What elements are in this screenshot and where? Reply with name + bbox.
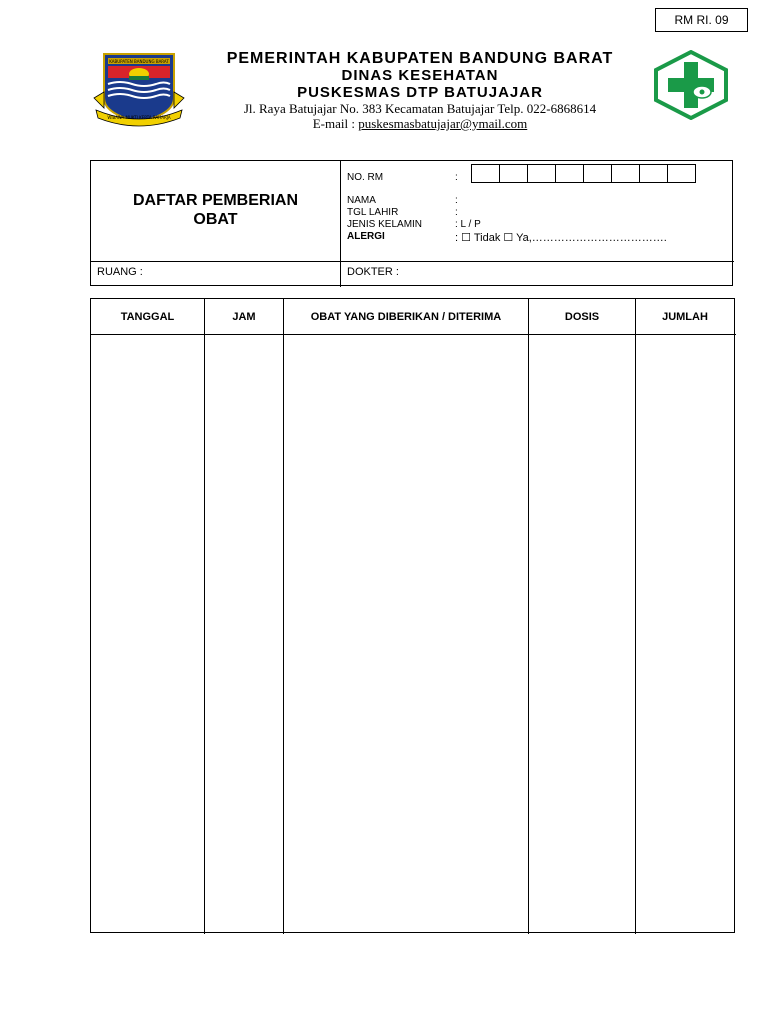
form-code-box (655, 8, 748, 32)
column-header-tanggal: TANGGAL (120, 310, 175, 323)
rm-digit-box[interactable] (527, 164, 556, 183)
puskesmas-logo (650, 50, 732, 120)
rm-digit-box[interactable] (639, 164, 668, 183)
rm-digit-box[interactable] (583, 164, 612, 183)
emblem-banner-text: WIBAWA MUKTI KERTA RAHARJA (107, 115, 171, 120)
header-email-line (190, 116, 650, 132)
rm-digit-box[interactable] (471, 164, 500, 183)
header-puskesmas: PUSKESMAS DTP BATUJAJAR (297, 84, 543, 101)
form-code: RM RI. 09 (674, 13, 729, 27)
alergi-options[interactable]: : ☐ Tidak ☐ Ya,………………………………. (455, 232, 667, 244)
header-department: DINAS KESEHATAN (341, 67, 499, 84)
column-header-jam: JAM (232, 310, 256, 323)
form-title (91, 191, 340, 229)
no-rm-input-boxes[interactable] (472, 164, 696, 183)
ruang-label: RUANG : (97, 266, 143, 278)
kbb-emblem-logo (90, 48, 188, 130)
tgl-lahir-colon: : (455, 207, 458, 218)
rm-digit-box[interactable] (499, 164, 528, 183)
header-government: PEMERINTAH KABUPATEN BANDUNG BARAT (226, 50, 614, 67)
no-rm-label: NO. RM (347, 172, 384, 183)
emblem-top-text: KABUPATEN BANDUNG BARAT (109, 59, 169, 64)
nama-colon: : (455, 195, 458, 206)
column-header-dosis: DOSIS (564, 310, 600, 323)
rm-digit-box[interactable] (611, 164, 640, 183)
nama-label: NAMA (347, 195, 376, 206)
patient-info-box (90, 160, 733, 286)
email-link[interactable]: puskesmasbatujajar@ymail.com (358, 116, 528, 131)
dokter-label: DOKTER : (347, 266, 399, 278)
rm-digit-box[interactable] (667, 164, 696, 183)
jenis-kelamin-value[interactable]: : L / P (455, 219, 481, 230)
jenis-kelamin-label: JENIS KELAMIN (347, 219, 423, 230)
column-header-jumlah: JUMLAH (662, 310, 708, 323)
no-rm-colon: : (455, 172, 458, 183)
column-header-obat: OBAT YANG DIBERIKAN / DITERIMA (310, 310, 502, 323)
header-address: Jl. Raya Batujajar No. 383 Kecamatan Batujajar Telp. 022-6868614 (243, 101, 597, 116)
alergi-label: ALERGI (347, 231, 385, 242)
form-title-line2: OBAT (193, 211, 238, 228)
tgl-lahir-label: TGL LAHIR (347, 207, 399, 218)
medication-table (90, 298, 735, 933)
email-label: E-mail : (312, 116, 359, 131)
form-title-line1: DAFTAR PEMBERIAN (132, 192, 299, 209)
rm-digit-box[interactable] (555, 164, 584, 183)
